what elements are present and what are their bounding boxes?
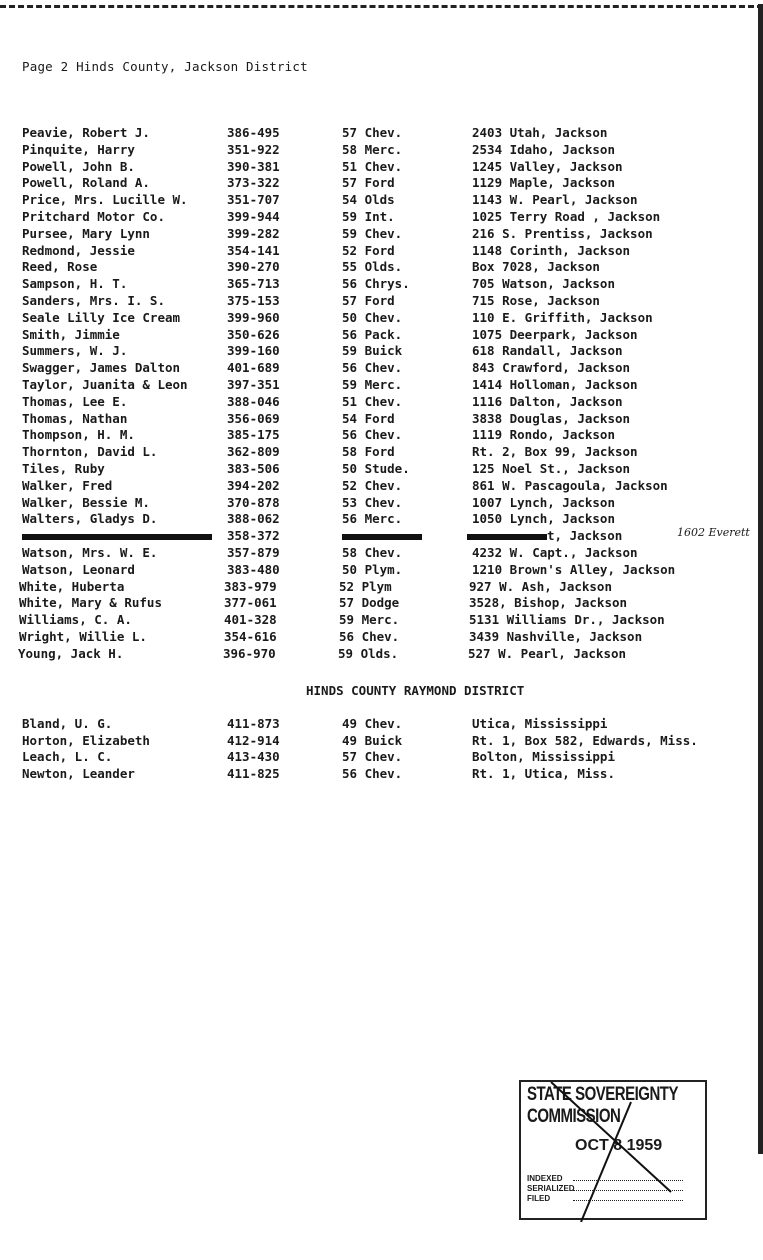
row-address: 1050 Lynch, Jackson: [472, 511, 615, 527]
row-address: 1007 Lynch, Jackson: [472, 494, 615, 510]
row-name: Thomas, Lee E.: [22, 393, 128, 409]
row-name: Leach, L. C.: [22, 749, 113, 765]
row-address: 1143 W. Pearl, Jackson: [472, 192, 638, 208]
stamp-indexed: INDEXED: [527, 1174, 563, 1183]
commission-stamp: [519, 1080, 707, 1220]
row-vehicle: 51 Chev.: [342, 158, 403, 174]
row-vehicle: 51 Chev.: [342, 393, 403, 409]
row-vehicle: 59 Merc.: [339, 612, 400, 628]
row-name: Horton, Elizabeth: [22, 732, 150, 748]
row-name: Williams, C. A.: [19, 612, 132, 628]
row-number: 357-879: [227, 545, 280, 560]
row-name: White, Huberta: [19, 578, 125, 594]
row-address: 527 W. Pearl, Jackson: [468, 645, 627, 661]
stamp-cross-mark: [521, 1082, 709, 1222]
row-vehicle: 52 Ford: [342, 242, 395, 258]
row-number: 386-495: [227, 125, 280, 140]
row-name: White, Mary & Rufus: [19, 595, 162, 611]
row-vehicle: 59 Chev.: [342, 225, 403, 241]
row-number: 399-960: [227, 309, 280, 325]
row-name: Powell, John B.: [22, 158, 135, 174]
row-vehicle: 59 Buick: [342, 343, 403, 359]
row-name: Peavie, Robert J.: [22, 125, 150, 140]
row-name: Walker, Bessie M.: [22, 494, 150, 510]
stamp-date: OCT 8 1959: [575, 1137, 663, 1154]
row-vehicle: 56 Chev.: [339, 629, 400, 644]
row-number: 412-914: [227, 732, 280, 748]
row-number: 401-328: [224, 612, 277, 628]
stamp-filed: FILED: [527, 1194, 551, 1203]
row-address: 1245 Valley, Jackson: [472, 158, 623, 174]
row-address: 4232 W. Capt., Jackson: [472, 545, 638, 560]
row-name: Newton, Leander: [22, 765, 135, 781]
row-vehicle: 56 Chev.: [342, 360, 403, 376]
row-number: 399-160: [227, 343, 280, 359]
row-vehicle: 54 Olds: [342, 192, 395, 208]
row-address: 1210 Brown's Alley, Jackson: [472, 561, 676, 577]
row-vehicle: 58 Ford: [342, 444, 395, 460]
row-name: Thompson, H. M.: [22, 427, 135, 443]
row-name: Reed, Rose: [22, 259, 98, 275]
row-vehicle: 59 Int.: [342, 209, 395, 224]
row-vehicle: 56 Merc.: [342, 511, 403, 527]
row-address: 3528, Bishop, Jackson: [469, 595, 628, 611]
row-name: Sanders, Mrs. I. S.: [22, 293, 165, 308]
redaction-bar: [22, 534, 212, 540]
row-number: 394-202: [227, 477, 280, 493]
page-header: Page 2 Hinds County, Jackson District: [22, 59, 308, 74]
row-vehicle: 55 Olds.: [342, 259, 403, 275]
row-number: 375-153: [227, 293, 280, 308]
row-address: 125 Noel St., Jackson: [472, 461, 631, 476]
row-name: Pursee, Mary Lynn: [22, 225, 150, 241]
row-address: 1116 Dalton, Jackson: [472, 393, 623, 409]
row-vehicle: 59 Olds.: [338, 645, 399, 661]
row-vehicle: 54 Ford: [342, 410, 395, 426]
row-vehicle: 58 Chev.: [342, 545, 403, 560]
row-number: 365-713: [227, 276, 280, 292]
row-address: 2403 Utah, Jackson: [472, 125, 608, 140]
row-number: 356-069: [227, 410, 280, 426]
row-vehicle: 57 Chev.: [342, 125, 403, 140]
row-number: 411-873: [227, 716, 280, 731]
row-vehicle: 57 Dodge: [339, 595, 400, 611]
row-name: Watson, Mrs. W. E.: [22, 545, 158, 560]
row-address: 3439 Nashville, Jackson: [469, 629, 643, 644]
row-number: 383-506: [227, 461, 280, 476]
row-name: Swagger, James Dalton: [22, 360, 181, 376]
row-number: 388-046: [227, 393, 280, 409]
row-address: 843 Crawford, Jackson: [472, 360, 631, 376]
row-address: 216 S. Prentiss, Jackson: [472, 225, 653, 241]
stamp-serialized: SERIALIZED: [527, 1184, 575, 1193]
row-number: 413-430: [227, 749, 280, 765]
row-vehicle: 49 Buick: [342, 732, 403, 748]
row-number: 390-381: [227, 158, 280, 174]
row-vehicle: 52 Plym: [339, 578, 392, 594]
handwritten-note: 1602 Everett: [677, 526, 750, 540]
row-vehicle: 57 Ford: [342, 293, 395, 308]
row-address: Box 7028, Jackson: [472, 259, 600, 275]
row-number: 373-322: [227, 175, 280, 191]
row-number: 351-707: [227, 192, 280, 208]
row-address: 618 Randall, Jackson: [472, 343, 623, 359]
row-address: Utica, Mississippi: [472, 716, 608, 731]
row-number: 383-979: [224, 578, 277, 594]
row-number: 411-825: [227, 765, 280, 781]
right-border: [758, 4, 763, 1154]
row-name: Watson, Leonard: [22, 561, 135, 577]
row-name: Walker, Fred: [22, 477, 113, 493]
row-address: 715 Rose, Jackson: [472, 293, 600, 308]
row-address: 3838 Douglas, Jackson: [472, 410, 631, 426]
row-vehicle: 50 Stude.: [342, 461, 410, 476]
row-number: 362-809: [227, 444, 280, 460]
row-number: 388-062: [227, 511, 280, 527]
row-name: Young, Jack H.: [18, 645, 124, 661]
row-name: Summers, W. J.: [22, 343, 128, 359]
row-name: Price, Mrs. Lucille W.: [22, 192, 188, 208]
row-address: 1025 Terry Road , Jackson: [472, 209, 661, 224]
row-number: 350-626: [227, 326, 280, 342]
row-number: 358-372: [227, 528, 280, 544]
row-address: 2534 Idaho, Jackson: [472, 141, 615, 157]
row-address: Rt. 1, Box 582, Edwards, Miss.: [472, 732, 698, 748]
row-name: Thornton, David L.: [22, 444, 158, 460]
row-vehicle: 56 Chev.: [342, 765, 403, 781]
row-vehicle: 53 Chev.: [342, 494, 403, 510]
stamp-title: STATE SOVEREIGNTY COMMISSION: [527, 1082, 678, 1128]
row-vehicle: 56 Chev.: [342, 427, 403, 443]
row-address: 5131 Williams Dr., Jackson: [469, 612, 665, 628]
row-name: Thomas, Nathan: [22, 410, 128, 426]
row-name: Bland, U. G.: [22, 716, 113, 731]
row-address: 927 W. Ash, Jackson: [469, 578, 612, 594]
row-number: 399-944: [227, 209, 280, 224]
row-name: Taylor, Juanita & Leon: [22, 377, 188, 392]
row-number: 354-141: [227, 242, 280, 258]
row-number: 354-616: [224, 629, 277, 644]
row-name: Walters, Gladys D.: [22, 511, 158, 527]
row-vehicle: 57 Ford: [342, 175, 395, 191]
row-number: 396-970: [223, 645, 276, 661]
row-address: Bolton, Mississippi: [472, 749, 615, 765]
row-vehicle: 56 Chrys.: [342, 276, 410, 292]
row-name: Tiles, Ruby: [22, 461, 105, 476]
row-vehicle: 52 Chev.: [342, 477, 403, 493]
row-number: 351-922: [227, 141, 280, 157]
row-address: Rt. 1, Utica, Miss.: [472, 765, 615, 781]
row-vehicle: 50 Plym.: [342, 561, 403, 577]
row-address: 1414 Holloman, Jackson: [472, 377, 638, 392]
row-address: 110 E. Griffith, Jackson: [472, 309, 653, 325]
row-address: 1075 Deerpark, Jackson: [472, 326, 638, 342]
row-name: Redmond, Jessie: [22, 242, 135, 258]
redaction-bar: [467, 534, 547, 540]
redaction-bar: [342, 534, 422, 540]
row-address: 705 Watson, Jackson: [472, 276, 615, 292]
row-number: 399-282: [227, 225, 280, 241]
raymond-section-title: HINDS COUNTY RAYMOND DISTRICT: [306, 683, 525, 698]
row-number: 397-351: [227, 377, 280, 392]
row-address: 1129 Maple, Jackson: [472, 175, 615, 191]
row-vehicle: 50 Chev.: [342, 309, 403, 325]
row-address: 1148 Corinth, Jackson: [472, 242, 631, 258]
row-name: Sampson, H. T.: [22, 276, 128, 292]
row-number: 377-061: [224, 595, 277, 611]
row-address: 1119 Rondo, Jackson: [472, 427, 615, 443]
row-vehicle: 56 Pack.: [342, 326, 403, 342]
row-name: Pritchard Motor Co.: [22, 209, 165, 224]
row-address: 861 W. Pascagoula, Jackson: [472, 477, 668, 493]
row-name: Seale Lilly Ice Cream: [22, 309, 181, 325]
row-vehicle: 59 Merc.: [342, 377, 403, 392]
row-address: t, Jackson: [547, 528, 623, 544]
row-name: Smith, Jimmie: [22, 326, 120, 342]
row-vehicle: 49 Chev.: [342, 716, 403, 731]
row-number: 401-689: [227, 360, 280, 376]
row-number: 383-480: [227, 561, 280, 577]
row-name: Wright, Willie L.: [19, 629, 147, 644]
row-address: Rt. 2, Box 99, Jackson: [472, 444, 638, 460]
top-border: [0, 0, 763, 8]
row-number: 390-270: [227, 259, 280, 275]
row-vehicle: 58 Merc.: [342, 141, 403, 157]
row-number: 370-878: [227, 494, 280, 510]
row-name: Powell, Roland A.: [22, 175, 150, 191]
row-name: Pinquite, Harry: [22, 141, 135, 157]
row-number: 385-175: [227, 427, 280, 443]
row-vehicle: 57 Chev.: [342, 749, 403, 765]
